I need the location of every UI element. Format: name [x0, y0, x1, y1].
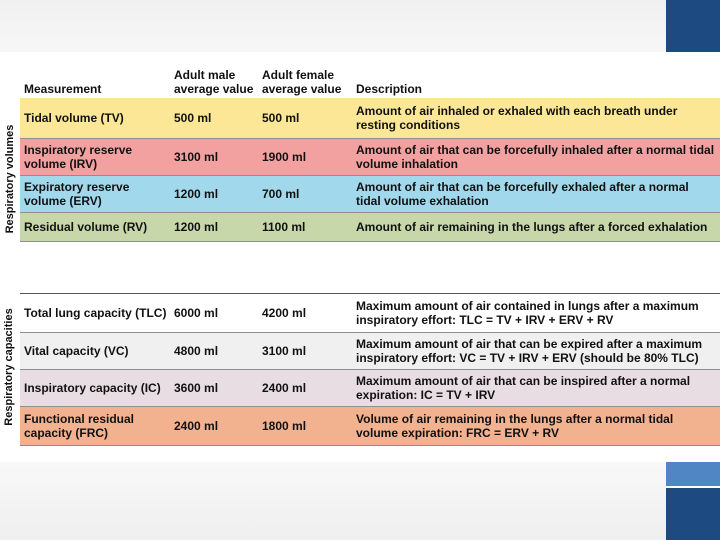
header-description: Description	[356, 82, 423, 96]
description-cell: Amount of air that can be forcefully exhaled after a normal tidal volume exhalation	[356, 180, 689, 208]
measurement-cell: Total lung capacity (TLC)	[24, 306, 167, 320]
measurement-cell: Inspiratory reserve volume (IRV)	[24, 143, 133, 171]
volume-row	[20, 176, 720, 213]
description-cell: Amount of air that can be forcefully inhaled after a normal tidal volume inhalation	[356, 143, 715, 171]
female-value-cell: 1800 ml	[262, 419, 307, 433]
measurement-cell: Vital capacity (VC)	[24, 344, 129, 358]
top-background-band	[0, 0, 666, 52]
male-value-cell: 500 ml	[174, 111, 212, 125]
description-cell: Amount of air inhaled or exhaled with each breath under resting conditions	[356, 104, 678, 132]
measurement-cell: Residual volume (RV)	[24, 220, 148, 234]
male-value-cell: 1200 ml	[174, 187, 219, 201]
male-value-cell: 3600 ml	[174, 381, 219, 395]
male-value-cell: 3100 ml	[174, 150, 219, 164]
measurement-cell: Expiratory reserve volume (ERV)	[24, 180, 130, 208]
male-value-cell: 2400 ml	[174, 419, 219, 433]
capacity-row	[20, 370, 720, 407]
female-value-cell: 1100 ml	[262, 220, 306, 234]
bottom-background-band	[0, 462, 666, 540]
description-cell: Volume of air remaining in the lungs after a normal tidal volume expiration: FRC = ERV + RV	[356, 412, 674, 440]
top-right-accent-block	[666, 0, 720, 52]
section-label-volumes: Respiratory volumes	[4, 124, 16, 234]
volume-row	[20, 139, 720, 176]
capacity-row	[20, 407, 720, 446]
measurement-cell: Tidal volume (TV)	[24, 111, 124, 125]
measurement-cell: Inspiratory capacity (IC)	[24, 381, 161, 395]
measurement-cell: Functional residual capacity (FRC)	[24, 412, 135, 440]
male-value-cell: 6000 ml	[174, 306, 219, 320]
description-cell: Maximum amount of air that can be inspired after a normal expiration: IC = TV + IRV	[356, 374, 691, 402]
male-value-cell: 1200 ml	[174, 220, 219, 234]
female-value-cell: 1900 ml	[262, 150, 307, 164]
female-value-cell: 500 ml	[262, 111, 300, 125]
description-cell: Maximum amount of air that can be expired after a maximum inspiratory effort: VC = TV + IRV + ERV (should be 80% TLC)	[356, 337, 703, 365]
section-label-capacities: Respiratory capacities	[3, 308, 15, 426]
bottom-right-accent-dark	[666, 488, 720, 540]
description-cell: Maximum amount of air contained in lungs after a maximum inspiratory effort: TLC = TV + IRV + ERV + RV	[356, 299, 699, 327]
capacity-row	[20, 294, 720, 333]
volume-row	[20, 98, 720, 139]
male-value-cell: 4800 ml	[174, 344, 219, 358]
capacity-row	[20, 333, 720, 370]
female-value-cell: 3100 ml	[262, 344, 307, 358]
header-measurement: Measurement	[24, 82, 102, 96]
table-header	[20, 52, 720, 98]
female-value-cell: 2400 ml	[262, 381, 307, 395]
volume-row	[20, 213, 720, 242]
description-cell: Amount of air remaining in the lungs after a forced exhalation	[356, 220, 708, 234]
bottom-right-accent-light	[666, 462, 720, 486]
female-value-cell: 4200 ml	[262, 306, 307, 320]
female-value-cell: 700 ml	[262, 187, 300, 201]
header-female-average: Adult female average value	[262, 68, 342, 96]
header-male-average: Adult male average value	[174, 68, 254, 96]
